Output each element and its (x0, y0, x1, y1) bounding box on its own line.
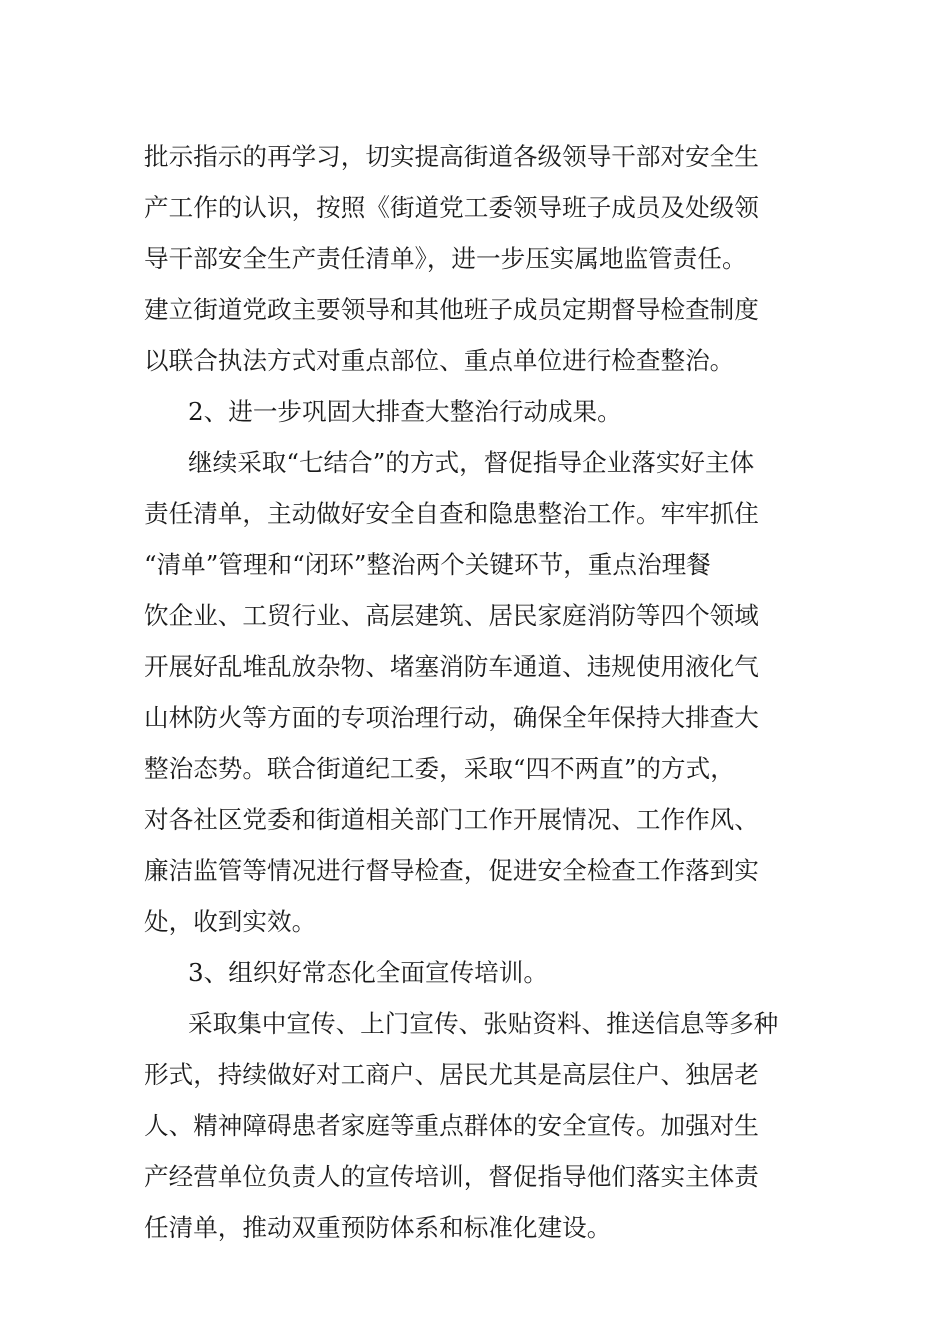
text-line: 产工作的认识，按照《街道党工委领导班子成员及处级领 (144, 193, 759, 222)
text-line: 山林防火等方面的专项治理行动，确保全年保持大排查大 (144, 703, 759, 732)
section-heading: 3、组织好常态化全面宣传培训。 (188, 958, 548, 987)
text-line: 开展好乱堆乱放杂物、堵塞消防车通道、违规使用液化气 (144, 652, 759, 681)
text-line: 责任清单，主动做好安全自查和隐患整治工作。牢牢抓住 (144, 499, 759, 528)
text-line: 建立街道党政主要领导和其他班子成员定期督导检查制度 (144, 295, 759, 324)
text-line: 导干部安全生产责任清单》，进一步压实属地监管责任。 (144, 244, 747, 273)
text-line: “清单”管理和“闭环”整治两个关键环节，重点治理餐 (144, 550, 711, 579)
text-line: 人、精神障碍患者家庭等重点群体的安全宣传。加强对生 (144, 1111, 759, 1140)
section-heading: 2、进一步巩固大排查大整治行动成果。 (188, 397, 622, 426)
text-line: 产经营单位负责人的宣传培训，督促指导他们落实主体责 (144, 1162, 759, 1191)
text-line: 对各社区党委和街道相关部门工作开展情况、工作作风、 (144, 805, 759, 834)
text-line: 饮企业、工贸行业、高层建筑、居民家庭消防等四个领域 (144, 601, 759, 630)
text-line: 廉洁监管等情况进行督导检查，促进安全检查工作落到实 (144, 856, 759, 885)
text-line: 任清单，推动双重预防体系和标准化建设。 (144, 1213, 612, 1242)
paragraph-start: 继续采取“七结合”的方式，督促指导企业落实好主体 (188, 448, 755, 477)
paragraph-start: 采取集中宣传、上门宣传、张贴资料、推送信息等多种 (188, 1009, 779, 1038)
text-line: 整治态势。联合街道纪工委，采取“四不两直”的方式， (144, 754, 735, 783)
text-line: 形式，持续做好对工商户、居民尤其是高层住户、独居老 (144, 1060, 759, 1089)
document-body (144, 131, 814, 1253)
text-line: 处，收到实效。 (144, 907, 317, 936)
text-line: 批示指示的再学习，切实提高街道各级领导干部对安全生 (144, 142, 759, 171)
text-line: 以联合执法方式对重点部位、重点单位进行检查整治。 (144, 346, 735, 375)
